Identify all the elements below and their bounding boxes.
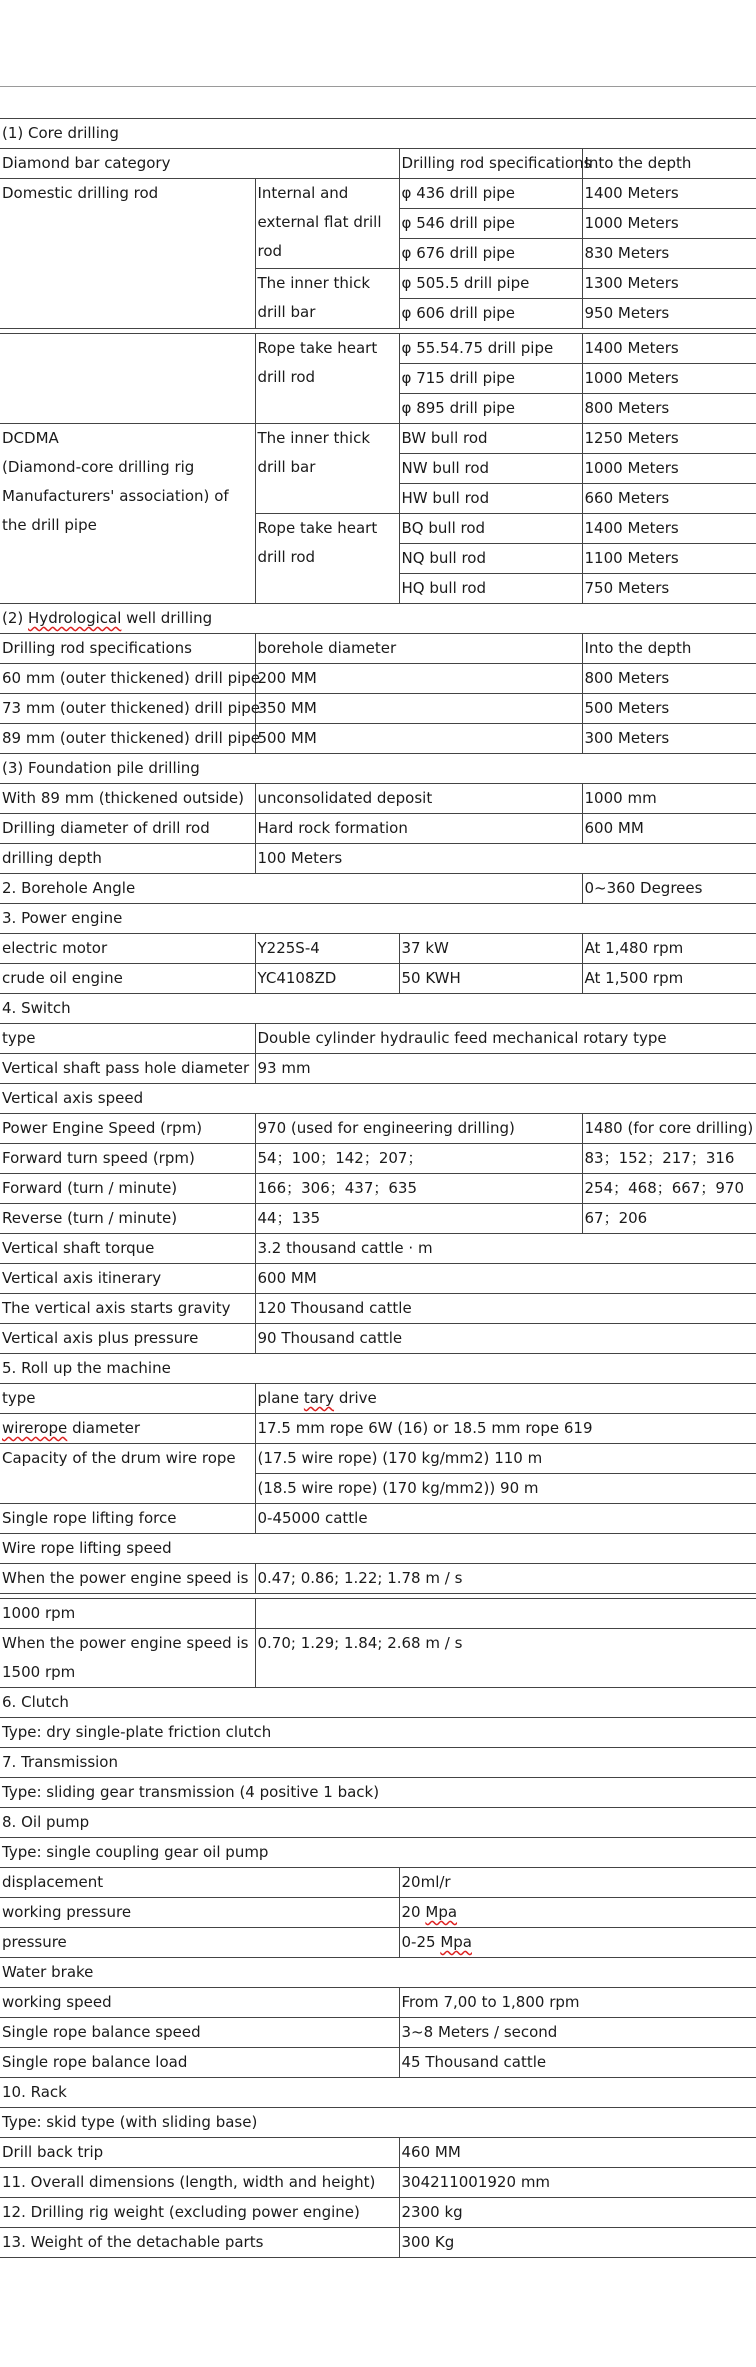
table-row [0, 1988, 756, 2018]
table-cell: 45 Thousand cattle [399, 2048, 756, 2078]
table-row [0, 1324, 756, 1354]
table-cell: φ 436 drill pipe [399, 179, 582, 209]
table-cell: Reverse (turn / minute) [0, 1204, 255, 1234]
table-row [0, 1629, 756, 1688]
table-cell: 1000 Meters [582, 454, 756, 484]
table-cell: Forward turn speed (rpm) [0, 1144, 255, 1174]
table-cell: 1000 Meters [582, 364, 756, 394]
table-cell: 0-25 Mpa [399, 1928, 756, 1958]
table-row [0, 1024, 756, 1054]
table-cell: HQ bull rod [399, 574, 582, 604]
table-cell: Vertical axis speed [0, 1084, 756, 1114]
table-row [0, 1054, 756, 1084]
table-cell: Into the depth [582, 634, 756, 664]
table-cell: Y225S-4 [255, 934, 399, 964]
table-row [0, 334, 756, 364]
table-cell: DCDMA (Diamond-core drilling rig Manufacturers' association) of the drill pipe [0, 424, 255, 604]
table-row [0, 1174, 756, 1204]
specification-table [0, 118, 756, 2258]
table-cell: 67；206 [582, 1204, 756, 1234]
table-cell: Capacity of the drum wire rope [0, 1444, 255, 1504]
table-cell: Double cylinder hydraulic feed mechanical rotary type [255, 1024, 756, 1054]
table-cell: Single rope balance speed [0, 2018, 399, 2048]
table-cell: (17.5 wire rope) (170 kg/mm2) 110 m [255, 1444, 756, 1474]
table-cell: 1000 Meters [582, 209, 756, 239]
table-cell: Drilling rod specifications [0, 634, 255, 664]
table-cell: Type: single coupling gear oil pump [0, 1838, 756, 1868]
table-row [0, 1928, 756, 1958]
table-cell: Single rope lifting force [0, 1504, 255, 1534]
spec-table-block [0, 118, 756, 329]
table-cell: Drilling diameter of drill rod [0, 814, 255, 844]
table-cell: 6. Clutch [0, 1688, 756, 1718]
table-row [0, 1204, 756, 1234]
table-row [0, 1444, 756, 1474]
table-cell: borehole diameter [255, 634, 582, 664]
table-cell: 2. Borehole Angle [0, 874, 582, 904]
table-cell: HW bull rod [399, 484, 582, 514]
table-cell [0, 334, 255, 424]
table-cell: 0.47; 0.86; 1.22; 1.78 m / s [255, 1564, 756, 1594]
table-cell: (1) Core drilling [0, 119, 756, 149]
table-cell: 90 Thousand cattle [255, 1324, 756, 1354]
table-cell: 600 MM [255, 1264, 756, 1294]
table-cell: 950 Meters [582, 299, 756, 329]
table-cell: 660 Meters [582, 484, 756, 514]
table-cell: plane tary drive [255, 1384, 756, 1414]
table-cell: Type: sliding gear transmission (4 positive 1 back) [0, 1778, 756, 1808]
table-cell: 1400 Meters [582, 179, 756, 209]
table-cell: drilling depth [0, 844, 255, 874]
spec-table-block [0, 1598, 756, 2258]
table-cell: At 1,500 rpm [582, 964, 756, 994]
table-cell: 1100 Meters [582, 544, 756, 574]
table-row [0, 1144, 756, 1174]
table-cell: Single rope balance load [0, 2048, 399, 2078]
table-cell: 0~360 Degrees [582, 874, 756, 904]
table-row [0, 1354, 756, 1384]
table-cell: Drilling rod specifications [399, 149, 582, 179]
table-cell: 17.5 mm rope 6W (16) or 18.5 mm rope 619 [255, 1414, 756, 1444]
table-row [0, 119, 756, 149]
table-cell: 93 mm [255, 1054, 756, 1084]
table-row [0, 904, 756, 934]
table-cell: Vertical shaft pass hole diameter [0, 1054, 255, 1084]
table-cell: 300 Kg [399, 2228, 756, 2258]
table-row [0, 1898, 756, 1928]
table-cell: Type: skid type (with sliding base) [0, 2108, 756, 2138]
table-row [0, 1838, 756, 1868]
table-row [0, 964, 756, 994]
table-row [0, 724, 756, 754]
table-row [0, 814, 756, 844]
table-row [0, 844, 756, 874]
table-cell: 1400 Meters [582, 514, 756, 544]
table-cell: NQ bull rod [399, 544, 582, 574]
table-cell: 300 Meters [582, 724, 756, 754]
table-row [0, 2018, 756, 2048]
table-cell: Rope take heart drill rod [255, 514, 399, 604]
table-cell: 350 MM [255, 694, 582, 724]
table-cell: φ 546 drill pipe [399, 209, 582, 239]
table-row [0, 1084, 756, 1114]
table-cell: Wire rope lifting speed [0, 1534, 756, 1564]
table-row [0, 2078, 756, 2108]
table-cell: 13. Weight of the detachable parts [0, 2228, 399, 2258]
table-row [0, 1778, 756, 1808]
table-cell: Internal and external flat drill rod [255, 179, 399, 269]
table-cell: 0.70; 1.29; 1.84; 2.68 m / s [255, 1629, 756, 1688]
table-cell: 20 Mpa [399, 1898, 756, 1928]
table-cell: 200 MM [255, 664, 582, 694]
table-cell: 1250 Meters [582, 424, 756, 454]
table-cell: 54；100；142；207； [255, 1144, 582, 1174]
table-cell: 120 Thousand cattle [255, 1294, 756, 1324]
table-row [0, 424, 756, 454]
table-cell: 37 kW [399, 934, 582, 964]
table-cell: When the power engine speed is [0, 1564, 255, 1594]
table-cell: displacement [0, 1868, 399, 1898]
table-row [0, 1958, 756, 1988]
table-cell: 20ml/r [399, 1868, 756, 1898]
table-row [0, 179, 756, 209]
table-cell: 304211001920 mm [399, 2168, 756, 2198]
table-cell: 4. Switch [0, 994, 756, 1024]
table-cell: 11. Overall dimensions (length, width and height) [0, 2168, 399, 2198]
table-cell: 2300 kg [399, 2198, 756, 2228]
table-row [0, 1384, 756, 1414]
table-row [0, 694, 756, 724]
table-cell: 10. Rack [0, 2078, 756, 2108]
table-cell: (2) Hydrological well drilling [0, 604, 756, 634]
table-cell: The inner thick drill bar [255, 424, 399, 514]
table-cell: 1400 Meters [582, 334, 756, 364]
table-row [0, 1294, 756, 1324]
table-cell: 3~8 Meters / second [399, 2018, 756, 2048]
table-cell: 60 mm (outer thickened) drill pipe [0, 664, 255, 694]
table-row [0, 2198, 756, 2228]
table-cell: 7. Transmission [0, 1748, 756, 1778]
table-cell: 5. Roll up the machine [0, 1354, 756, 1384]
table-row [0, 2048, 756, 2078]
table-row [0, 1808, 756, 1838]
table-cell: Rope take heart drill rod [255, 334, 399, 424]
top-divider [0, 86, 756, 87]
table-row [0, 934, 756, 964]
table-cell: Type: dry single-plate friction clutch [0, 1718, 756, 1748]
table-cell: BQ bull rod [399, 514, 582, 544]
table-cell: 1300 Meters [582, 269, 756, 299]
table-cell: φ 55.54.75 drill pipe [399, 334, 582, 364]
table-cell: 750 Meters [582, 574, 756, 604]
table-row [0, 1414, 756, 1444]
table-cell: φ 715 drill pipe [399, 364, 582, 394]
table-cell: At 1,480 rpm [582, 934, 756, 964]
table-cell: unconsolidated deposit [255, 784, 582, 814]
table-cell: pressure [0, 1928, 399, 1958]
table-cell: Into the depth [582, 149, 756, 179]
table-cell: With 89 mm (thickened outside) [0, 784, 255, 814]
table-row [0, 1599, 756, 1629]
table-cell: (18.5 wire rope) (170 kg/mm2)) 90 m [255, 1474, 756, 1504]
table-cell: (3) Foundation pile drilling [0, 754, 756, 784]
table-cell: 500 MM [255, 724, 582, 754]
table-row [0, 634, 756, 664]
table-cell: working pressure [0, 1898, 399, 1928]
table-cell: φ 606 drill pipe [399, 299, 582, 329]
table-cell: 12. Drilling rig weight (excluding power engine) [0, 2198, 399, 2228]
table-cell: type [0, 1384, 255, 1414]
table-cell: 600 MM [582, 814, 756, 844]
table-cell: From 7,00 to 1,800 rpm [399, 1988, 756, 2018]
table-cell: Domestic drilling rod [0, 179, 255, 329]
table-cell: 44；135 [255, 1204, 582, 1234]
table-cell: 50 KWH [399, 964, 582, 994]
table-cell: working speed [0, 1988, 399, 2018]
table-row [0, 1748, 756, 1778]
table-cell: 1000 rpm [0, 1599, 255, 1629]
table-row [0, 1868, 756, 1898]
table-cell: wirerope diameter [0, 1414, 255, 1444]
table-row [0, 1688, 756, 1718]
table-cell: 3.2 thousand cattle · m [255, 1234, 756, 1264]
table-cell: The inner thick drill bar [255, 269, 399, 329]
table-cell: Water brake [0, 1958, 756, 1988]
table-cell: 166；306；437；635 [255, 1174, 582, 1204]
table-row [0, 994, 756, 1024]
table-cell: 0-45000 cattle [255, 1504, 756, 1534]
table-cell: φ 895 drill pipe [399, 394, 582, 424]
table-cell: type [0, 1024, 255, 1054]
table-row [0, 1114, 756, 1144]
table-row [0, 754, 756, 784]
table-row [0, 2108, 756, 2138]
table-cell: φ 505.5 drill pipe [399, 269, 582, 299]
table-row [0, 874, 756, 904]
table-row [0, 2168, 756, 2198]
table-cell: 100 Meters [255, 844, 756, 874]
table-cell: 1000 mm [582, 784, 756, 814]
table-cell: NW bull rod [399, 454, 582, 484]
table-cell: Power Engine Speed (rpm) [0, 1114, 255, 1144]
table-row [0, 1264, 756, 1294]
table-cell: φ 676 drill pipe [399, 239, 582, 269]
table-cell: Hard rock formation [255, 814, 582, 844]
table-cell: The vertical axis starts gravity [0, 1294, 255, 1324]
spec-table-block [0, 333, 756, 1594]
table-row [0, 1564, 756, 1594]
table-cell: 8. Oil pump [0, 1808, 756, 1838]
table-row [0, 1234, 756, 1264]
table-row [0, 1534, 756, 1564]
table-row [0, 1718, 756, 1748]
table-cell: 460 MM [399, 2138, 756, 2168]
table-cell: Drill back trip [0, 2138, 399, 2168]
table-row [0, 149, 756, 179]
table-cell: electric motor [0, 934, 255, 964]
table-cell: 1480 (for core drilling) [582, 1114, 756, 1144]
table-cell: Forward (turn / minute) [0, 1174, 255, 1204]
table-cell: When the power engine speed is 1500 rpm [0, 1629, 255, 1688]
table-cell: Vertical axis itinerary [0, 1264, 255, 1294]
table-cell [255, 1599, 756, 1629]
table-cell: Vertical axis plus pressure [0, 1324, 255, 1354]
table-cell: YC4108ZD [255, 964, 399, 994]
table-cell: 89 mm (outer thickened) drill pipe [0, 724, 255, 754]
table-cell: 800 Meters [582, 394, 756, 424]
table-cell: 73 mm (outer thickened) drill pipe [0, 694, 255, 724]
table-row [0, 2228, 756, 2258]
table-cell: 254；468；667；970 [582, 1174, 756, 1204]
table-row [0, 1504, 756, 1534]
table-cell: 83；152；217；316 [582, 1144, 756, 1174]
table-cell: Diamond bar category [0, 149, 399, 179]
table-cell: 3. Power engine [0, 904, 756, 934]
table-row [0, 784, 756, 814]
table-row [0, 664, 756, 694]
table-cell: Vertical shaft torque [0, 1234, 255, 1264]
table-cell: 970 (used for engineering drilling) [255, 1114, 582, 1144]
table-row [0, 2138, 756, 2168]
table-cell: 500 Meters [582, 694, 756, 724]
table-row [0, 604, 756, 634]
table-cell: 830 Meters [582, 239, 756, 269]
table-cell: 800 Meters [582, 664, 756, 694]
table-cell: crude oil engine [0, 964, 255, 994]
table-cell: BW bull rod [399, 424, 582, 454]
